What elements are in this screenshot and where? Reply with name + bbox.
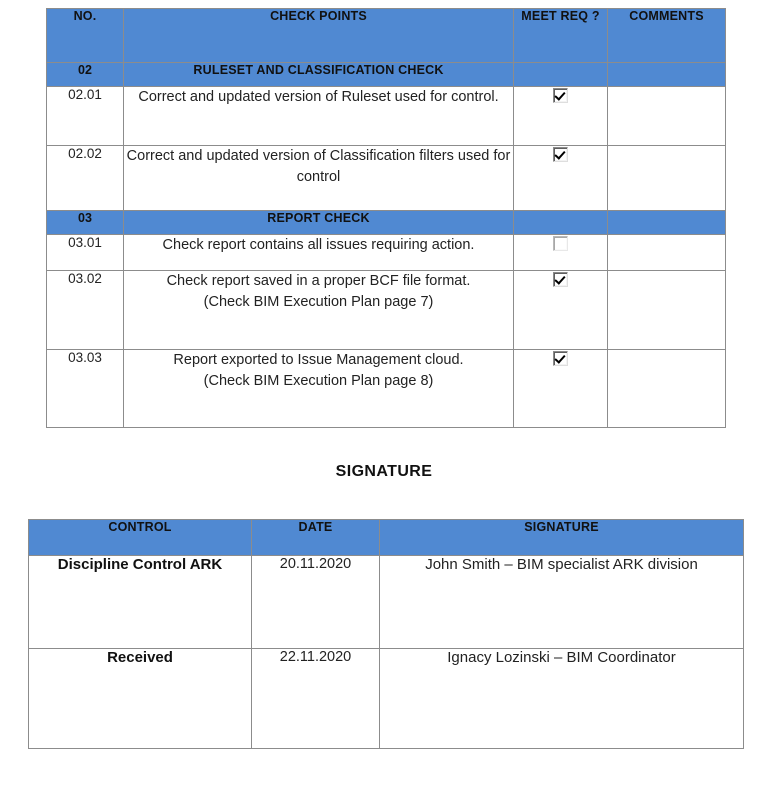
signature-control-2: Received (29, 649, 252, 749)
row-checkpoint-0302-line2: (Check BIM Execution Plan page 7) (203, 294, 434, 311)
row-checkpoint-0201: Correct and updated version of Ruleset used for control. (124, 87, 514, 146)
signature-section-heading: SIGNATURE (335, 463, 433, 480)
signature-row (29, 556, 744, 649)
checklist-header-row (47, 9, 726, 63)
signature-row (29, 649, 744, 749)
row-meet-req-0201[interactable] (514, 87, 608, 146)
column-header-check-points: CHECK POINTS (124, 9, 514, 63)
row-checkpoint-0202: Correct and updated version of Classification filters used for control (124, 146, 514, 211)
row-checkpoint-0303-line1: Report exported to Issue Management cloud. (173, 352, 464, 368)
row-comment-0302[interactable] (608, 271, 726, 350)
signature-column-header-control: CONTROL (29, 520, 252, 556)
row-number-0302: 03.02 (47, 271, 124, 350)
row-checkpoint-0301: Check report contains all issues requiring action. (124, 235, 514, 271)
row-checkpoint-0302-line1: Check report saved in a proper BCF file format. (166, 273, 471, 289)
signature-control-1: Discipline Control ARK (29, 556, 252, 649)
row-checkpoint-0303-line2: (Check BIM Execution Plan page 8) (203, 373, 434, 390)
row-meet-req-0302[interactable] (514, 271, 608, 350)
table-row (47, 271, 726, 350)
column-header-no: NO. (47, 9, 124, 63)
table-row (47, 146, 726, 211)
section-title-02: RULESET AND CLASSIFICATION CHECK (124, 63, 514, 87)
section-header-row-02 (47, 63, 726, 87)
row-comment-0201[interactable] (608, 87, 726, 146)
row-number-0303: 03.03 (47, 350, 124, 428)
signature-name-2: Ignacy Lozinski – BIM Coordinator (380, 649, 744, 749)
row-number-0301: 03.01 (47, 235, 124, 271)
signature-name-1: John Smith – BIM specialist ARK division (380, 556, 744, 649)
row-comment-0303[interactable] (608, 350, 726, 428)
row-number-0201: 02.01 (47, 87, 124, 146)
table-row (47, 350, 726, 428)
checkbox-checked-icon[interactable] (553, 147, 568, 162)
row-comment-0202[interactable] (608, 146, 726, 211)
section-number-03: 03 (47, 211, 124, 235)
section-title-03: REPORT CHECK (124, 211, 514, 235)
column-header-meet-req: MEET REQ ? (514, 9, 608, 63)
row-checkpoint-0303 (124, 350, 514, 428)
column-header-comments: COMMENTS (608, 9, 726, 63)
row-meet-req-0202[interactable] (514, 146, 608, 211)
checkbox-checked-icon[interactable] (553, 351, 568, 366)
row-number-0202: 02.02 (47, 146, 124, 211)
checkbox-checked-icon[interactable] (553, 272, 568, 287)
row-checkpoint-0302 (124, 271, 514, 350)
signature-table (28, 519, 744, 749)
table-row (47, 87, 726, 146)
row-meet-req-0303[interactable] (514, 350, 608, 428)
checkbox-unchecked-icon[interactable] (553, 236, 568, 251)
signature-header-row (29, 520, 744, 556)
section-number-02: 02 (47, 63, 124, 87)
table-row (47, 235, 726, 271)
signature-column-header-signature: SIGNATURE (380, 520, 744, 556)
row-comment-0301[interactable] (608, 235, 726, 271)
signature-date-1: 20.11.2020 (252, 556, 380, 649)
row-meet-req-0301[interactable] (514, 235, 608, 271)
section-meet-req-cell-03 (514, 211, 608, 235)
section-header-row-03 (47, 211, 726, 235)
signature-column-header-date: DATE (252, 520, 380, 556)
checkbox-checked-icon[interactable] (553, 88, 568, 103)
section-comments-cell-03 (608, 211, 726, 235)
section-meet-req-cell-02 (514, 63, 608, 87)
checklist-table (46, 8, 726, 428)
section-comments-cell-02 (608, 63, 726, 87)
signature-date-2: 22.11.2020 (252, 649, 380, 749)
